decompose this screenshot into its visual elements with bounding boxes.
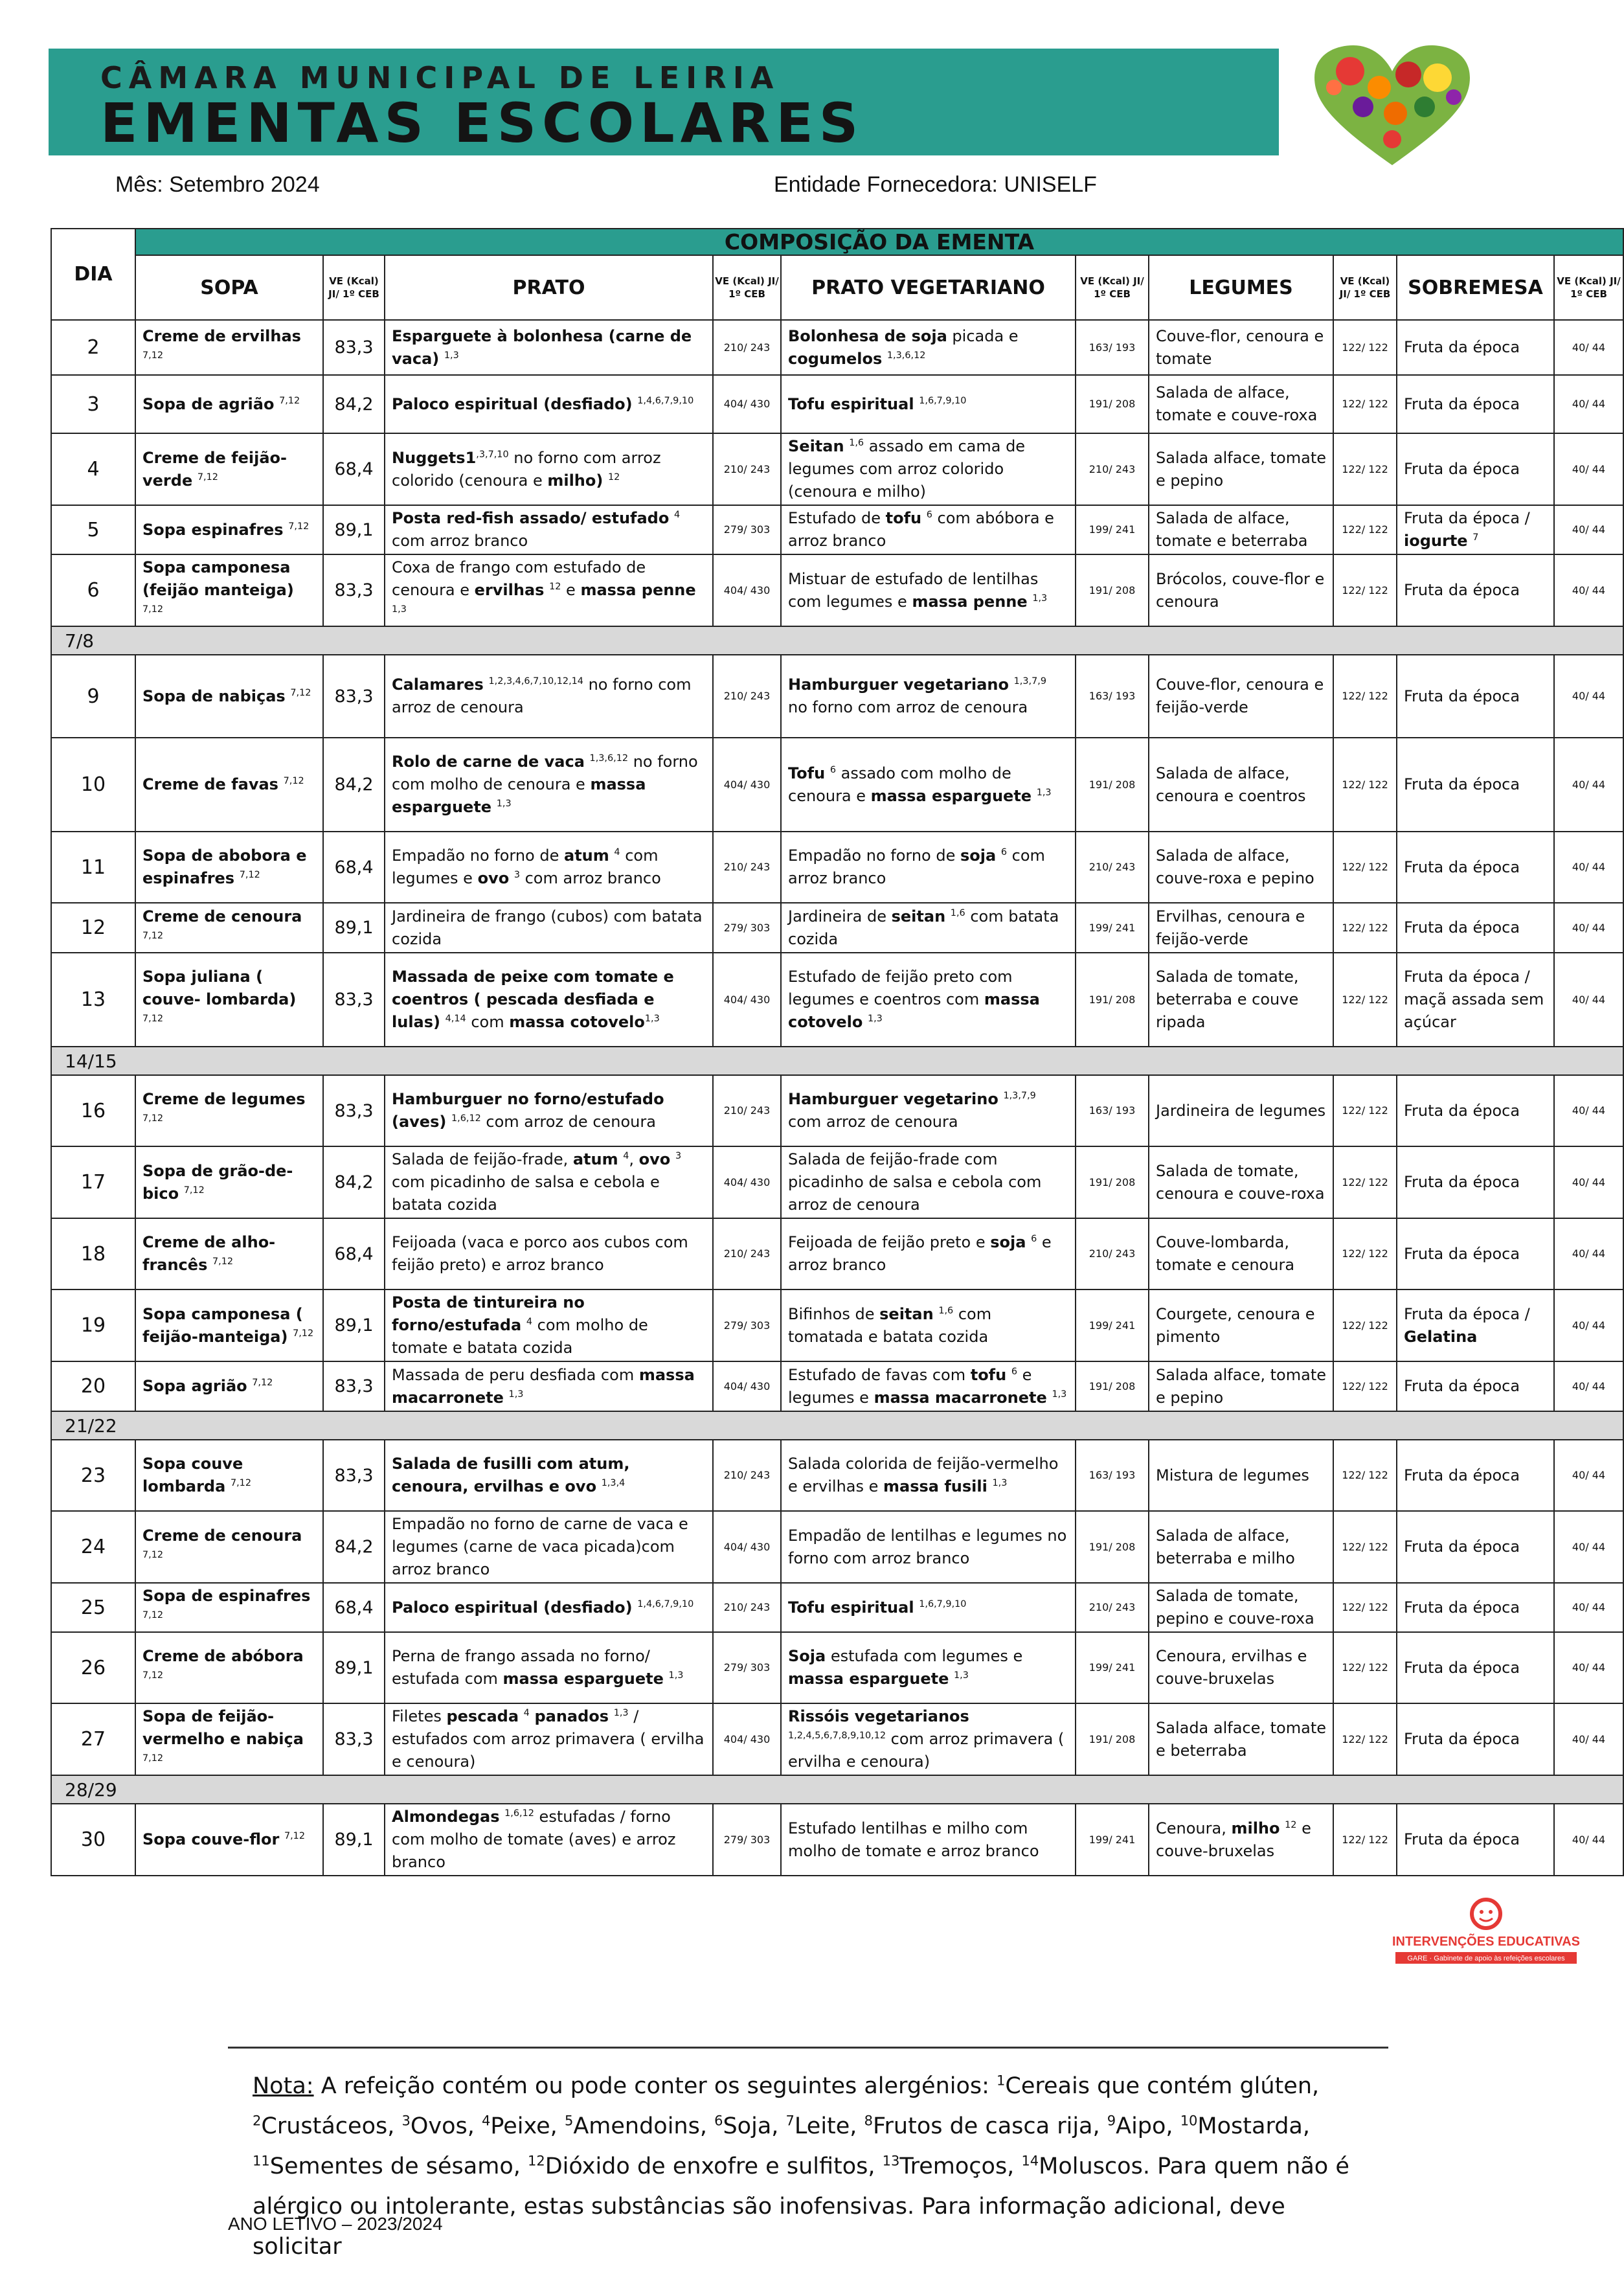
vegetables-ve-cell: 122/ 122 [1333, 903, 1397, 953]
dessert-cell: Fruta da época [1397, 1361, 1554, 1411]
col-sopa: SOPA [135, 255, 323, 320]
soup-cell: Creme de cenoura $^{7,12}$ [135, 903, 323, 953]
day-cell: 13 [51, 953, 135, 1047]
vegetarian-ve-cell: 191/ 208 [1076, 1511, 1149, 1583]
main-dish-ve-cell: 404/ 430 [713, 953, 781, 1047]
table-row [51, 1075, 1623, 1146]
header-municipality: CÂMARA MUNICIPAL DE LEIRIA [100, 60, 780, 95]
dessert-cell: Fruta da época [1397, 903, 1554, 953]
table-row [51, 1511, 1623, 1583]
dessert-cell: Fruta da época [1397, 1146, 1554, 1218]
menu-body [51, 320, 1623, 1876]
main-dish-ve-cell: 210/ 243 [713, 655, 781, 738]
vegetables-cell: Couve-lombarda, tomate e cenoura [1149, 1218, 1333, 1289]
vegetarian-dish-cell: Salada de feijão-frade com picadinho de salsa e cebola com arroz de cenoura [781, 1146, 1076, 1218]
vegetarian-dish-cell: Estufado de favas com tofu $^6$ e legumes e massa macarronete $^{1,3}$ [781, 1361, 1076, 1411]
dessert-ve-cell: 40/ 44 [1554, 1075, 1623, 1146]
vegetarian-ve-cell: 199/ 241 [1076, 1632, 1149, 1703]
soup-kcal-cell: 89,1 [323, 505, 385, 554]
soup-cell: Creme de favas $^{7,12}$ [135, 738, 323, 832]
soup-kcal-cell: 84,2 [323, 1146, 385, 1218]
table-row [51, 1804, 1623, 1876]
header-banner [49, 49, 1279, 155]
main-dish-cell: Perna de frango assada no forno/ estufada com massa esparguete $^{1,3}$ [385, 1632, 713, 1703]
soup-cell: Creme de cenoura $^{7,12}$ [135, 1511, 323, 1583]
dessert-ve-cell: 40/ 44 [1554, 1361, 1623, 1411]
dessert-ve-cell: 40/ 44 [1554, 1703, 1623, 1775]
vegetarian-ve-cell: 210/ 243 [1076, 433, 1149, 505]
main-dish-cell: Posta red-fish assado/ estufado $^4$ com arroz branco [385, 505, 713, 554]
soup-kcal-cell: 68,4 [323, 1583, 385, 1632]
vegetarian-dish-cell: Estufado de tofu $^6$ com abóbora e arroz branco [781, 505, 1076, 554]
col-prato: PRATO [385, 255, 713, 320]
vegetables-cell: Salada alface, tomate e pepino [1149, 433, 1333, 505]
note-label: Nota: [253, 2073, 314, 2099]
day-cell: 27 [51, 1703, 135, 1775]
main-dish-ve-cell: 404/ 430 [713, 1146, 781, 1218]
dessert-cell: Fruta da época / iogurte $^7$ [1397, 505, 1554, 554]
dessert-ve-cell: 40/ 44 [1554, 554, 1623, 626]
day-cell: 19 [51, 1289, 135, 1361]
vegetarian-ve-cell: 191/ 208 [1076, 738, 1149, 832]
day-cell: 23 [51, 1440, 135, 1511]
table-row [51, 1583, 1623, 1632]
weekend-separator [51, 1047, 1623, 1075]
vegetables-cell: Cenoura, milho $^{12}$ e couve-bruxelas [1149, 1804, 1333, 1876]
vegetarian-dish-cell: Mistuar de estufado de lentilhas com legumes e massa penne $^{1,3}$ [781, 554, 1076, 626]
day-cell: 25 [51, 1583, 135, 1632]
table-row [51, 1218, 1623, 1289]
soup-cell: Creme de feijão-verde $^{7,12}$ [135, 433, 323, 505]
dessert-ve-cell: 40/ 44 [1554, 1804, 1623, 1876]
main-dish-cell: Paloco espiritual (desfiado) $^{1,4,6,7,9,10}$ [385, 375, 713, 433]
main-dish-ve-cell: 279/ 303 [713, 505, 781, 554]
note-text: A refeição contém ou pode conter os seguintes alergénios: $^1$Cereais que contém glúten, $^2$Crustáceos, $^3$Ovos, $^4$Peixe, $^5$Amendoins, $^6$Soja, $^7$Leite, $^8$Frutos de casca rija, $^9$Aipo, $^{10}$Mostarda, $^{11}$Sementes de sésamo, $^{12}$Dióxido de enxofre e sulfitos, $^{13}$Tremoços, $^{14}$Moluscos. Para quem não é alérgico ou intolerante, estas substâncias são inofensivas. Para informação adicional, deve solicitar [253, 2073, 1349, 2260]
divider [228, 2047, 1388, 2049]
soup-cell: Creme de legumes $^{7,12}$ [135, 1075, 323, 1146]
main-dish-ve-cell: 404/ 430 [713, 1361, 781, 1411]
dessert-cell: Fruta da época [1397, 832, 1554, 903]
soup-kcal-cell: 89,1 [323, 1632, 385, 1703]
day-cell: 17 [51, 1146, 135, 1218]
weekend-separator [51, 626, 1623, 655]
vegetables-ve-cell: 122/ 122 [1333, 320, 1397, 375]
vegetables-ve-cell: 122/ 122 [1333, 1511, 1397, 1583]
soup-kcal-cell: 83,3 [323, 1703, 385, 1775]
dessert-cell: Fruta da época [1397, 1511, 1554, 1583]
vegetables-ve-cell: 122/ 122 [1333, 554, 1397, 626]
vegetarian-dish-cell: Bolonhesa de soja picada e cogumelos $^{1,3,6,12}$ [781, 320, 1076, 375]
vegetables-ve-cell: 122/ 122 [1333, 1632, 1397, 1703]
main-dish-cell: Empadão no forno de carne de vaca e legumes (carne de vaca picada)com arroz branco [385, 1511, 713, 1583]
vegetarian-ve-cell: 199/ 241 [1076, 1289, 1149, 1361]
main-dish-cell: Calamares $^{1,2,3,4,6,7,10,12,14}$ no forno com arroz de cenoura [385, 655, 713, 738]
soup-kcal-cell: 83,3 [323, 554, 385, 626]
main-dish-ve-cell: 210/ 243 [713, 1440, 781, 1511]
dessert-cell: Fruta da época / maçã assada sem açúcar [1397, 953, 1554, 1047]
main-dish-cell: Hamburguer no forno/estufado (aves) $^{1,6,12}$ com arroz de cenoura [385, 1075, 713, 1146]
dessert-ve-cell: 40/ 44 [1554, 655, 1623, 738]
soup-cell: Sopa couve-flor $^{7,12}$ [135, 1804, 323, 1876]
main-dish-ve-cell: 404/ 430 [713, 375, 781, 433]
soup-kcal-cell: 83,3 [323, 1075, 385, 1146]
vegetables-cell: Salada de alface, couve-roxa e pepino [1149, 832, 1333, 903]
vegetables-ve-cell: 122/ 122 [1333, 738, 1397, 832]
table-row [51, 320, 1623, 375]
vegetarian-ve-cell: 199/ 241 [1076, 1804, 1149, 1876]
vegetables-cell: Salada de tomate, cenoura e couve-roxa [1149, 1146, 1333, 1218]
dessert-ve-cell: 40/ 44 [1554, 738, 1623, 832]
soup-cell: Sopa de grão-de-bico $^{7,12}$ [135, 1146, 323, 1218]
soup-kcal-cell: 83,3 [323, 320, 385, 375]
main-dish-cell: Empadão no forno de atum $^4$ com legumes e ovo $^3$ com arroz branco [385, 832, 713, 903]
main-dish-cell: Rolo de carne de vaca $^{1,3,6,12}$ no forno com molho de cenoura e massa esparguete $^{1,3}$ [385, 738, 713, 832]
vegetarian-dish-cell: Seitan $^{1,6}$ assado em cama de legumes com arroz colorido (cenoura e milho) [781, 433, 1076, 505]
day-cell: 3 [51, 375, 135, 433]
dessert-ve-cell: 40/ 44 [1554, 1632, 1623, 1703]
col-sobremesa: SOBREMESA [1397, 255, 1554, 320]
dessert-ve-cell: 40/ 44 [1554, 1289, 1623, 1361]
vegetarian-ve-cell: 191/ 208 [1076, 1703, 1149, 1775]
vegetables-ve-cell: 122/ 122 [1333, 953, 1397, 1047]
soup-cell: Sopa juliana ( couve- lombarda) $^{7,12}$ [135, 953, 323, 1047]
vegetables-ve-cell: 122/ 122 [1333, 1440, 1397, 1511]
vegetarian-dish-cell: Estufado de feijão preto com legumes e coentros com massa cotovelo $^{1,3}$ [781, 953, 1076, 1047]
table-row [51, 953, 1623, 1047]
soup-kcal-cell: 89,1 [323, 903, 385, 953]
weekend-label: 14/15 [51, 1047, 1623, 1075]
vegetables-cell: Couve-flor, cenoura e tomate [1149, 320, 1333, 375]
vegetarian-ve-cell: 191/ 208 [1076, 953, 1149, 1047]
day-cell: 6 [51, 554, 135, 626]
header-title: EMENTAS ESCOLARES [100, 91, 864, 155]
soup-cell: Sopa camponesa ( feijão-manteiga) $^{7,12}$ [135, 1289, 323, 1361]
vegetable-heart-icon [1311, 42, 1473, 172]
vegetarian-dish-cell: Jardineira de seitan $^{1,6}$ com batata cozida [781, 903, 1076, 953]
day-cell: 10 [51, 738, 135, 832]
table-row [51, 554, 1623, 626]
col-veg-ve: VE (Kcal) JI/ 1º CEB [1076, 255, 1149, 320]
interventions-logo [1389, 1898, 1583, 1969]
vegetables-ve-cell: 122/ 122 [1333, 1361, 1397, 1411]
soup-cell: Creme de alho-francês $^{7,12}$ [135, 1218, 323, 1289]
soup-cell: Sopa couve lombarda $^{7,12}$ [135, 1440, 323, 1511]
main-dish-cell: Almondegas $^{1,6,12}$ estufadas / forno com molho de tomate (aves) e arroz branco [385, 1804, 713, 1876]
main-dish-cell: Salada de feijão-frade, atum $^4$, ovo $^3$ com picadinho de salsa e cebola e batata cozida [385, 1146, 713, 1218]
col-vegetariano: PRATO VEGETARIANO [781, 255, 1076, 320]
vegetables-cell: Salada alface, tomate e pepino [1149, 1361, 1333, 1411]
day-cell: 24 [51, 1511, 135, 1583]
vegetables-ve-cell: 122/ 122 [1333, 505, 1397, 554]
dessert-cell: Fruta da época [1397, 320, 1554, 375]
main-dish-cell: Salada de fusilli com atum, cenoura, ervilhas e ovo $^{1,3,4}$ [385, 1440, 713, 1511]
vegetarian-dish-cell: Soja estufada com legumes e massa esparguete $^{1,3}$ [781, 1632, 1076, 1703]
main-dish-ve-cell: 279/ 303 [713, 1632, 781, 1703]
vegetables-ve-cell: 122/ 122 [1333, 1289, 1397, 1361]
vegetables-cell: Couve-flor, cenoura e feijão-verde [1149, 655, 1333, 738]
dessert-cell: Fruta da época [1397, 1583, 1554, 1632]
vegetarian-ve-cell: 199/ 241 [1076, 505, 1149, 554]
soup-kcal-cell: 68,4 [323, 433, 385, 505]
vegetarian-ve-cell: 191/ 208 [1076, 375, 1149, 433]
vegetarian-ve-cell: 163/ 193 [1076, 320, 1149, 375]
main-dish-cell: Massada de peru desfiada com massa macarronete $^{1,3}$ [385, 1361, 713, 1411]
vegetables-cell: Salada de alface, cenoura e coentros [1149, 738, 1333, 832]
main-dish-cell: Filetes pescada $^4$ panados $^{1,3}$ / estufados com arroz primavera ( ervilha e cenoura) [385, 1703, 713, 1775]
dessert-ve-cell: 40/ 44 [1554, 433, 1623, 505]
soup-cell: Sopa de espinafres $^{7,12}$ [135, 1583, 323, 1632]
soup-kcal-cell: 89,1 [323, 1289, 385, 1361]
dessert-ve-cell: 40/ 44 [1554, 375, 1623, 433]
vegetables-cell: Salada de alface, tomate e couve-roxa [1149, 375, 1333, 433]
dessert-cell: Fruta da época [1397, 1632, 1554, 1703]
table-row [51, 1289, 1623, 1361]
vegetables-ve-cell: 122/ 122 [1333, 375, 1397, 433]
day-cell: 16 [51, 1075, 135, 1146]
main-dish-ve-cell: 210/ 243 [713, 320, 781, 375]
vegetarian-dish-cell: Bifinhos de seitan $^{1,6}$ com tomatada e batata cozida [781, 1289, 1076, 1361]
vegetables-ve-cell: 122/ 122 [1333, 655, 1397, 738]
soup-cell: Creme de abóbora $^{7,12}$ [135, 1632, 323, 1703]
vegetarian-ve-cell: 210/ 243 [1076, 832, 1149, 903]
vegetarian-ve-cell: 199/ 241 [1076, 903, 1149, 953]
logo-title: INTERVENÇÕES EDUCATIVAS [1392, 1935, 1581, 1949]
main-dish-ve-cell: 404/ 430 [713, 738, 781, 832]
weekend-label: 7/8 [51, 626, 1623, 655]
dessert-ve-cell: 40/ 44 [1554, 832, 1623, 903]
vegetarian-ve-cell: 191/ 208 [1076, 554, 1149, 626]
soup-cell: Sopa de feijão-vermelho e nabiça $^{7,12}$ [135, 1703, 323, 1775]
col-leg-ve: VE (Kcal) JI/ 1º CEB [1333, 255, 1397, 320]
soup-kcal-cell: 83,3 [323, 1440, 385, 1511]
vegetables-ve-cell: 122/ 122 [1333, 1075, 1397, 1146]
vegetables-ve-cell: 122/ 122 [1333, 1583, 1397, 1632]
vegetables-cell: Salada de tomate, beterraba e couve ripada [1149, 953, 1333, 1047]
dessert-cell: Fruta da época [1397, 1218, 1554, 1289]
dessert-ve-cell: 40/ 44 [1554, 953, 1623, 1047]
soup-cell: Sopa espinafres $^{7,12}$ [135, 505, 323, 554]
vegetables-cell: Salada alface, tomate e beterraba [1149, 1703, 1333, 1775]
main-dish-cell: Paloco espiritual (desfiado) $^{1,4,6,7,9,10}$ [385, 1583, 713, 1632]
vegetables-cell: Brócolos, couve-flor e cenoura [1149, 554, 1333, 626]
weekend-separator [51, 1775, 1623, 1804]
vegetables-ve-cell: 122/ 122 [1333, 832, 1397, 903]
day-cell: 30 [51, 1804, 135, 1876]
table-row [51, 505, 1623, 554]
dessert-ve-cell: 40/ 44 [1554, 1146, 1623, 1218]
vegetables-cell: Salada de alface, beterraba e milho [1149, 1511, 1333, 1583]
vegetables-ve-cell: 122/ 122 [1333, 1146, 1397, 1218]
vegetarian-dish-cell: Tofu espiritual $^{1,6,7,9,10}$ [781, 375, 1076, 433]
main-dish-cell: Posta de tintureira no forno/estufada $^4$ com molho de tomate e batata cozida [385, 1289, 713, 1361]
table-row [51, 738, 1623, 832]
dessert-ve-cell: 40/ 44 [1554, 1440, 1623, 1511]
dessert-cell: Fruta da época [1397, 1440, 1554, 1511]
vegetables-cell: Mistura de legumes [1149, 1440, 1333, 1511]
soup-cell: Sopa de abobora e espinafres $^{7,12}$ [135, 832, 323, 903]
dessert-ve-cell: 40/ 44 [1554, 320, 1623, 375]
main-dish-cell: $Nuggets1^{,3,7,10}$ no forno com arroz colorido (cenoura e milho) $^{12}$ [385, 433, 713, 505]
table-row [51, 655, 1623, 738]
dessert-ve-cell: 40/ 44 [1554, 1511, 1623, 1583]
main-dish-ve-cell: 210/ 243 [713, 832, 781, 903]
soup-kcal-cell: 68,4 [323, 1218, 385, 1289]
vegetarian-dish-cell: Hamburguer vegetarino $^{1,3,7,9}$ com arroz de cenoura [781, 1075, 1076, 1146]
day-cell: 4 [51, 433, 135, 505]
dessert-cell: Fruta da época [1397, 655, 1554, 738]
vegetarian-dish-cell: Rissóis vegetarianos $^{1,2,4,5,6,7,8,9,10,12}$ com arroz primavera ( ervilha e cenoura) [781, 1703, 1076, 1775]
main-dish-ve-cell: 404/ 430 [713, 554, 781, 626]
vegetables-ve-cell: 122/ 122 [1333, 433, 1397, 505]
vegetarian-dish-cell: Empadão de lentilhas e legumes no forno com arroz branco [781, 1511, 1076, 1583]
day-cell: 20 [51, 1361, 135, 1411]
day-cell: 9 [51, 655, 135, 738]
table-row [51, 1632, 1623, 1703]
vegetables-cell: Courgete, cenoura e pimento [1149, 1289, 1333, 1361]
vegetarian-dish-cell: Feijoada de feijão preto e soja $^6$ e arroz branco [781, 1218, 1076, 1289]
dessert-ve-cell: 40/ 44 [1554, 1583, 1623, 1632]
soup-kcal-cell: 84,2 [323, 375, 385, 433]
dessert-cell: Fruta da época [1397, 1075, 1554, 1146]
vegetarian-ve-cell: 210/ 243 [1076, 1583, 1149, 1632]
vegetables-cell: Salada de alface, tomate e beterraba [1149, 505, 1333, 554]
dessert-cell: Fruta da época [1397, 738, 1554, 832]
soup-cell: Creme de ervilhas $^{7,12}$ [135, 320, 323, 375]
vegetables-ve-cell: 122/ 122 [1333, 1804, 1397, 1876]
vegetarian-ve-cell: 163/ 193 [1076, 655, 1149, 738]
day-cell: 2 [51, 320, 135, 375]
dessert-cell: Fruta da época [1397, 433, 1554, 505]
main-dish-ve-cell: 210/ 243 [713, 1583, 781, 1632]
vegetarian-dish-cell: Estufado lentilhas e milho com molho de tomate e arroz branco [781, 1804, 1076, 1876]
main-dish-ve-cell: 210/ 243 [713, 1218, 781, 1289]
main-dish-cell: Esparguete à bolonhesa (carne de vaca) $^{1,3}$ [385, 320, 713, 375]
vegetarian-dish-cell: Tofu espiritual $^{1,6,7,9,10}$ [781, 1583, 1076, 1632]
dessert-ve-cell: 40/ 44 [1554, 1218, 1623, 1289]
soup-cell: Sopa de nabiças $^{7,12}$ [135, 655, 323, 738]
month-label: Mês: Setembro 2024 [115, 172, 320, 197]
table-title: COMPOSIÇÃO DA EMENTA [135, 229, 1623, 255]
table-row [51, 375, 1623, 433]
main-dish-ve-cell: 210/ 243 [713, 1075, 781, 1146]
vegetarian-ve-cell: 163/ 193 [1076, 1440, 1149, 1511]
vegetables-ve-cell: 122/ 122 [1333, 1218, 1397, 1289]
dessert-cell: Fruta da época [1397, 375, 1554, 433]
table-row [51, 433, 1623, 505]
table-row [51, 1361, 1623, 1411]
col-prato-ve: VE (Kcal) JI/ 1º CEB [713, 255, 781, 320]
main-dish-cell: Coxa de frango com estufado de cenoura e ervilhas $^{12}$ e massa penne $^{1,3}$ [385, 554, 713, 626]
main-dish-cell: Jardineira de frango (cubos) com batata cozida [385, 903, 713, 953]
table-row [51, 903, 1623, 953]
main-dish-cell: Massada de peixe com tomate e coentros ( pescada desfiada e lulas) $^{4,14}$ com massa cotovelo$^{1,3}$ [385, 953, 713, 1047]
dessert-cell: Fruta da época [1397, 1804, 1554, 1876]
col-sob-ve: VE (Kcal) JI/ 1º CEB [1554, 255, 1623, 320]
vegetarian-ve-cell: 191/ 208 [1076, 1146, 1149, 1218]
main-dish-ve-cell: 210/ 243 [713, 433, 781, 505]
soup-kcal-cell: 83,3 [323, 953, 385, 1047]
table-row [51, 832, 1623, 903]
weekend-label: 21/22 [51, 1411, 1623, 1440]
day-cell: 18 [51, 1218, 135, 1289]
school-year: ANO LETIVO – 2023/2024 [228, 2214, 443, 2234]
table-row [51, 1703, 1623, 1775]
soup-kcal-cell: 83,3 [323, 1361, 385, 1411]
soup-kcal-cell: 84,2 [323, 1511, 385, 1583]
day-cell: 11 [51, 832, 135, 903]
main-dish-ve-cell: 279/ 303 [713, 903, 781, 953]
col-legumes: LEGUMES [1149, 255, 1333, 320]
weekend-separator [51, 1411, 1623, 1440]
day-cell: 26 [51, 1632, 135, 1703]
vegetarian-dish-cell: Hamburguer vegetariano $^{1,3,7,9}$ no forno com arroz de cenoura [781, 655, 1076, 738]
soup-cell: Sopa de agrião $^{7,12}$ [135, 375, 323, 433]
dessert-cell: Fruta da época [1397, 554, 1554, 626]
main-dish-ve-cell: 279/ 303 [713, 1804, 781, 1876]
day-cell: 12 [51, 903, 135, 953]
soup-cell: Sopa agrião $^{7,12}$ [135, 1361, 323, 1411]
weekend-label: 28/29 [51, 1775, 1623, 1804]
vegetarian-ve-cell: 210/ 243 [1076, 1218, 1149, 1289]
vegetarian-dish-cell: Salada colorida de feijão-vermelho e ervilhas e massa fusili $^{1,3}$ [781, 1440, 1076, 1511]
logo-subtitle: GARE · Gabinete de apoio às refeições escolares [1407, 1955, 1565, 1962]
vegetables-cell: Salada de tomate, pepino e couve-roxa [1149, 1583, 1333, 1632]
col-dia: DIA [51, 229, 135, 320]
soup-kcal-cell: 84,2 [323, 738, 385, 832]
main-dish-ve-cell: 404/ 430 [713, 1511, 781, 1583]
vegetables-cell: Jardineira de legumes [1149, 1075, 1333, 1146]
table-row [51, 1440, 1623, 1511]
vegetables-ve-cell: 122/ 122 [1333, 1703, 1397, 1775]
dessert-ve-cell: 40/ 44 [1554, 505, 1623, 554]
dessert-cell: Fruta da época [1397, 1703, 1554, 1775]
vegetarian-dish-cell: Tofu $^6$ assado com molho de cenoura e massa esparguete $^{1,3}$ [781, 738, 1076, 832]
soup-kcal-cell: 83,3 [323, 655, 385, 738]
vegetables-cell: Cenoura, ervilhas e couve-bruxelas [1149, 1632, 1333, 1703]
supplier-label: Entidade Fornecedora: UNISELF [774, 172, 1097, 197]
vegetarian-dish-cell: Empadão no forno de soja $^6$ com arroz branco [781, 832, 1076, 903]
main-dish-ve-cell: 279/ 303 [713, 1289, 781, 1361]
main-dish-cell: Feijoada (vaca e porco aos cubos com feijão preto) e arroz branco [385, 1218, 713, 1289]
soup-cell: Sopa camponesa (feijão manteiga) $^{7,12}$ [135, 554, 323, 626]
vegetarian-ve-cell: 191/ 208 [1076, 1361, 1149, 1411]
col-sopa-kcal: VE (Kcal) JI/ 1º CEB [323, 255, 385, 320]
table-row [51, 1146, 1623, 1218]
vegetarian-ve-cell: 163/ 193 [1076, 1075, 1149, 1146]
vegetables-cell: Ervilhas, cenoura e feijão-verde [1149, 903, 1333, 953]
dessert-ve-cell: 40/ 44 [1554, 903, 1623, 953]
dessert-cell: Fruta da época / Gelatina [1397, 1289, 1554, 1361]
day-cell: 5 [51, 505, 135, 554]
soup-kcal-cell: 89,1 [323, 1804, 385, 1876]
soup-kcal-cell: 68,4 [323, 832, 385, 903]
main-dish-ve-cell: 404/ 430 [713, 1703, 781, 1775]
menu-table [51, 228, 1624, 1876]
